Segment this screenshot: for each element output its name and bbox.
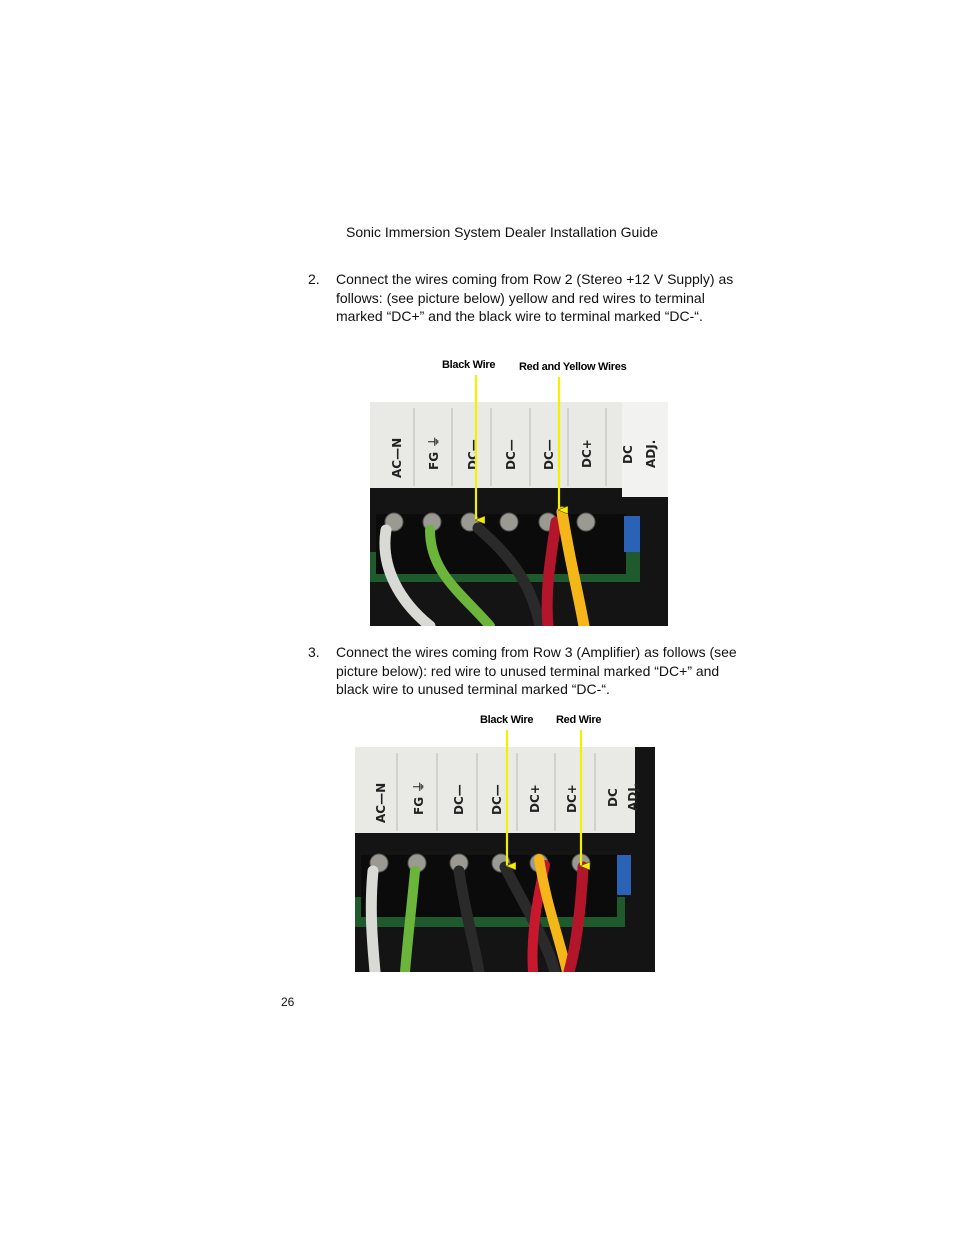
terminal-label: FG ⏚ (427, 435, 441, 470)
step-3 (308, 643, 738, 699)
step-2 (308, 270, 738, 326)
terminal-label: DC— (466, 439, 480, 470)
terminal-photo-1 (370, 402, 668, 626)
terminal-label: DC (606, 788, 620, 807)
page-number: 26 (281, 995, 295, 1009)
terminal-label: DC+ (528, 784, 542, 813)
terminal-label: FG ⏚ (412, 780, 426, 815)
callout-black-wire: Black Wire (480, 714, 534, 726)
step-number: 3. (308, 644, 320, 660)
terminal-label: DC— (490, 784, 504, 815)
terminal-label: DC— (452, 784, 466, 815)
terminal-label: AC—N (390, 437, 404, 478)
terminal-label: DC (621, 445, 635, 464)
step-text: Connect the wires coming from Row 2 (Stereo +12 V Supply) as follows: (see picture below) yellow and red wires to terminal marked “DC+” and the black wire to terminal marked “DC-“. (336, 271, 734, 324)
callout-red-wire: Red Wire (556, 714, 602, 726)
terminal-label: DC+ (580, 439, 594, 468)
callout-red-yellow-wires: Red and Yellow Wires (519, 361, 627, 373)
terminal-label: DC+ (565, 784, 579, 813)
running-header: Sonic Immersion System Dealer Installation Guide (346, 224, 659, 240)
terminal-photo-2 (355, 747, 655, 972)
terminal-label: AC—N (374, 782, 388, 823)
callout-black-wire: Black Wire (442, 359, 496, 371)
terminal-label: DC— (504, 439, 518, 470)
terminal-label: ADJ. (644, 439, 658, 468)
terminal-label: ADJ. (626, 782, 640, 811)
step-number: 2. (308, 271, 320, 287)
terminal-label: DC— (542, 439, 556, 470)
step-text: Connect the wires coming from Row 3 (Amplifier) as follows (see picture below): red wire to unused terminal marked “DC+” and black wire to unused terminal marked “DC-“. (336, 644, 737, 697)
